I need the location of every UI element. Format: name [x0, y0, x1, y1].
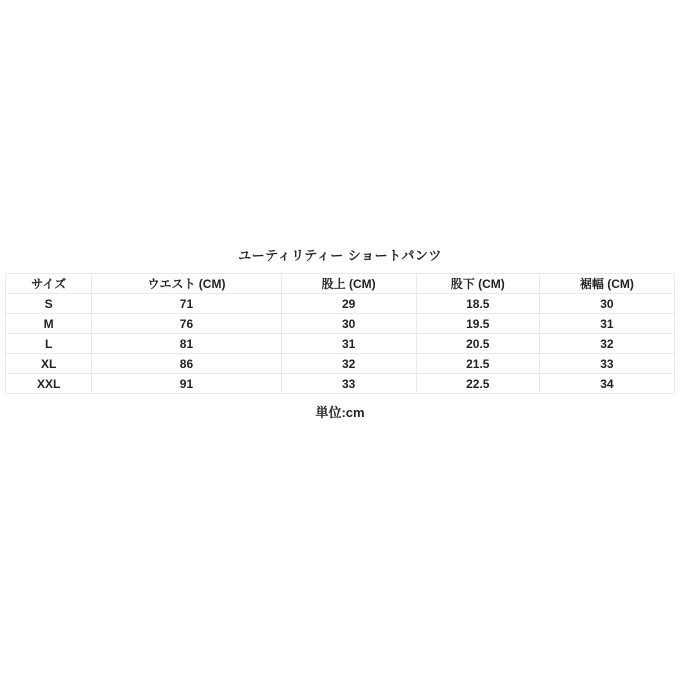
table-row-s: [6, 294, 675, 314]
cell-hem: 30: [539, 294, 674, 314]
page-title: ユーティリティー ショートパンツ: [238, 248, 442, 263]
cell-hem: 31: [539, 314, 674, 334]
table-row-xl: [6, 354, 675, 374]
header-cell-hem: 裾幅 (CM): [539, 274, 674, 294]
cell-waist: 91: [92, 374, 281, 394]
cell-hem: 34: [539, 374, 674, 394]
cell-waist: 86: [92, 354, 281, 374]
table-row-m: [6, 314, 675, 334]
cell-inseam: 21.5: [416, 354, 539, 374]
cell-size: S: [6, 294, 92, 314]
header-cell-rise: 股上 (CM): [281, 274, 416, 294]
header-cell-waist: ウエスト (CM): [92, 274, 281, 294]
cell-waist: 76: [92, 314, 281, 334]
cell-rise: 30: [281, 314, 416, 334]
cell-inseam: 19.5: [416, 314, 539, 334]
cell-waist: 71: [92, 294, 281, 314]
size-chart-content: [0, 245, 680, 421]
table-header-row: [6, 274, 675, 294]
cell-hem: 33: [539, 354, 674, 374]
cell-size: XXL: [6, 374, 92, 394]
cell-hem: 32: [539, 334, 674, 354]
header-cell-size: サイズ: [6, 274, 92, 294]
unit-note: 単位:cm: [315, 405, 365, 420]
cell-rise: 33: [281, 374, 416, 394]
cell-inseam: 18.5: [416, 294, 539, 314]
table-row-xxl: [6, 374, 675, 394]
cell-rise: 32: [281, 354, 416, 374]
cell-size: L: [6, 334, 92, 354]
cell-rise: 31: [281, 334, 416, 354]
cell-waist: 81: [92, 334, 281, 354]
cell-rise: 29: [281, 294, 416, 314]
size-chart-table: [5, 273, 675, 394]
cell-inseam: 22.5: [416, 374, 539, 394]
cell-size: M: [6, 314, 92, 334]
cell-size: XL: [6, 354, 92, 374]
header-cell-inseam: 股下 (CM): [416, 274, 539, 294]
table-row-l: [6, 334, 675, 354]
cell-inseam: 20.5: [416, 334, 539, 354]
